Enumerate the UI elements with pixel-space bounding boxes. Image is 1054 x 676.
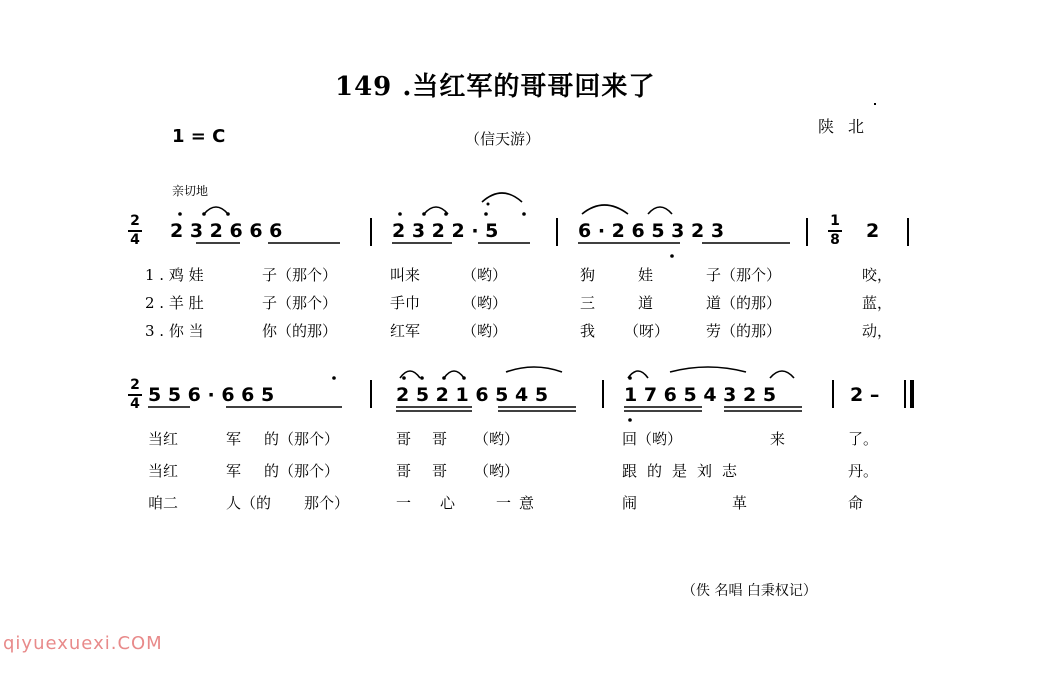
lyric2-verse-1-i: 了。 <box>848 430 879 448</box>
slur <box>670 367 746 372</box>
region-label: 陕北 <box>818 117 879 136</box>
expression-mark: 亲切地 <box>172 184 209 198</box>
key-signature: 1 = C <box>172 126 226 147</box>
lyric2-verse-2-a: 当红 <box>148 462 179 480</box>
slur <box>482 193 522 202</box>
lyric2-verse-2-d: 哥 <box>396 462 412 480</box>
octave-dot <box>420 376 424 380</box>
lyric2-verse-1-g: 回（哟） <box>622 430 683 448</box>
lyric2-verse-1-f: （哟） <box>474 430 520 448</box>
measure-8-notes: 2 – <box>850 384 880 406</box>
octave-dot <box>462 376 466 380</box>
octave-dot <box>444 212 448 216</box>
slur <box>648 207 672 214</box>
lyric-verse-3-a: 3 . 你 当 <box>145 322 204 340</box>
slur <box>582 205 628 214</box>
octave-dot <box>332 376 336 380</box>
lyric2-verse-2-g: 跟的是刘志 <box>622 462 748 480</box>
lyric-verse-3-f: （呀） <box>624 322 670 340</box>
time-sig-bottom: 4 <box>130 232 140 248</box>
lyric2-verse-1-c: 的（那个） <box>264 430 340 448</box>
lyric2-verse-3-f: 一意 <box>496 494 543 512</box>
lyric-verse-1-h: 咬， <box>862 266 893 284</box>
lyric-verse-1-c: 叫来 <box>390 266 421 284</box>
lyric-verse-3-b: 你（的那） <box>262 322 338 340</box>
watermark: qiyuexuexi.COM <box>3 633 163 654</box>
time-sig-bottom: 4 <box>130 396 140 412</box>
lyric2-verse-3-i: 命 <box>848 494 864 512</box>
measure-3-notes: 6 · 2 6 5 3 2 3 <box>578 220 725 242</box>
lyric2-verse-2-f: （哟） <box>474 462 520 480</box>
octave-dot <box>628 376 632 380</box>
lyric2-verse-2-i: 丹。 <box>848 462 879 480</box>
lyric2-verse-2-b: 军 <box>226 462 242 480</box>
song-title: 149 .当红军的哥哥回来了 <box>335 72 656 102</box>
credit-line: （佚 名唱 白秉权记） <box>682 583 817 599</box>
lyric-verse-1-a: 1 . 鸡 娃 <box>145 266 204 284</box>
lyric-verse-2-g: 道（的那） <box>706 294 782 312</box>
octave-dot <box>398 212 402 216</box>
lyric-verse-2-a: 2 . 羊 肚 <box>145 294 204 312</box>
slur <box>770 371 794 378</box>
lyric-verse-2-e: 三 <box>580 294 596 312</box>
lyric2-verse-3-c: 那个） <box>304 494 350 512</box>
lyric-verse-3-d: （哟） <box>462 322 508 340</box>
lyric-verse-1-f: 娃 <box>638 266 654 284</box>
octave-dot <box>484 212 488 216</box>
lyric-verse-3-c: 红军 <box>390 322 421 340</box>
lyric2-verse-3-b: 人（的 <box>226 494 272 512</box>
octave-dot <box>422 212 426 216</box>
time-sig-top: 2 <box>130 213 140 229</box>
lyric2-verse-3-h: 革 <box>732 494 748 512</box>
slur <box>444 371 464 378</box>
octave-dot <box>628 418 632 422</box>
lyric2-verse-3-e: 心 <box>440 494 456 512</box>
lyric-verse-2-c: 手巾 <box>390 294 421 312</box>
octave-dot <box>226 212 230 216</box>
lyric-verse-2-d: （哟） <box>462 294 508 312</box>
octave-dot <box>522 212 526 216</box>
slur <box>204 207 228 214</box>
lyric-verse-1-b: 子（那个） <box>262 266 338 284</box>
lyric2-verse-1-e: 哥 <box>432 430 448 448</box>
octave-dot <box>178 212 182 216</box>
slur <box>424 207 448 214</box>
lyric-verse-1-g: 子（那个） <box>706 266 782 284</box>
octave-dot <box>202 212 206 216</box>
measure-4-notes: 2 <box>866 220 880 242</box>
lyric-verse-1-d: （哟） <box>462 266 508 284</box>
lyric2-verse-1-d: 哥 <box>396 430 412 448</box>
time-sig-bottom: 8 <box>830 232 840 248</box>
lyric-verse-1-e: 狗 <box>580 266 596 284</box>
fermata-dot <box>487 203 490 206</box>
lyric-verse-2-h: 蓝， <box>862 294 893 312</box>
lyric2-verse-1-h: 来 <box>770 430 786 448</box>
measure-7-notes: 1 7 6 5 4 3 2 5 <box>624 384 777 406</box>
slur <box>506 367 562 372</box>
measure-2-notes: 2 3 2 2 · 5 <box>392 220 499 242</box>
lyric2-verse-2-c: 的（那个） <box>264 462 340 480</box>
lyric2-verse-3-g: 闹 <box>622 494 638 512</box>
measure-6-notes: 2 5 2 1 6 5 4 5 <box>396 384 549 406</box>
lyric2-verse-1-b: 军 <box>226 430 242 448</box>
lyric-verse-3-e: 我 <box>580 322 596 340</box>
lyric2-verse-1-a: 当红 <box>148 430 179 448</box>
octave-dot <box>402 376 406 380</box>
lyric2-verse-3-a: 咱二 <box>148 494 179 512</box>
lyric-verse-3-g: 劳（的那） <box>706 322 782 340</box>
time-sig-top: 2 <box>130 377 140 393</box>
lyric2-verse-3-d: 一 <box>396 494 412 512</box>
octave-dot <box>670 254 674 258</box>
measure-1-notes: 2 3 2 6 6 6 <box>170 220 283 242</box>
lyric-verse-2-b: 子（那个） <box>262 294 338 312</box>
measure-5-notes: 5 5 6 · 6 6 5 <box>148 384 275 406</box>
lyric-verse-2-f: 道 <box>638 294 654 312</box>
genre-label: （信天游） <box>465 130 541 148</box>
octave-dot <box>442 376 446 380</box>
lyric2-verse-2-e: 哥 <box>432 462 448 480</box>
lyric-verse-3-h: 动， <box>862 322 893 340</box>
time-sig-top: 1 <box>830 213 840 229</box>
